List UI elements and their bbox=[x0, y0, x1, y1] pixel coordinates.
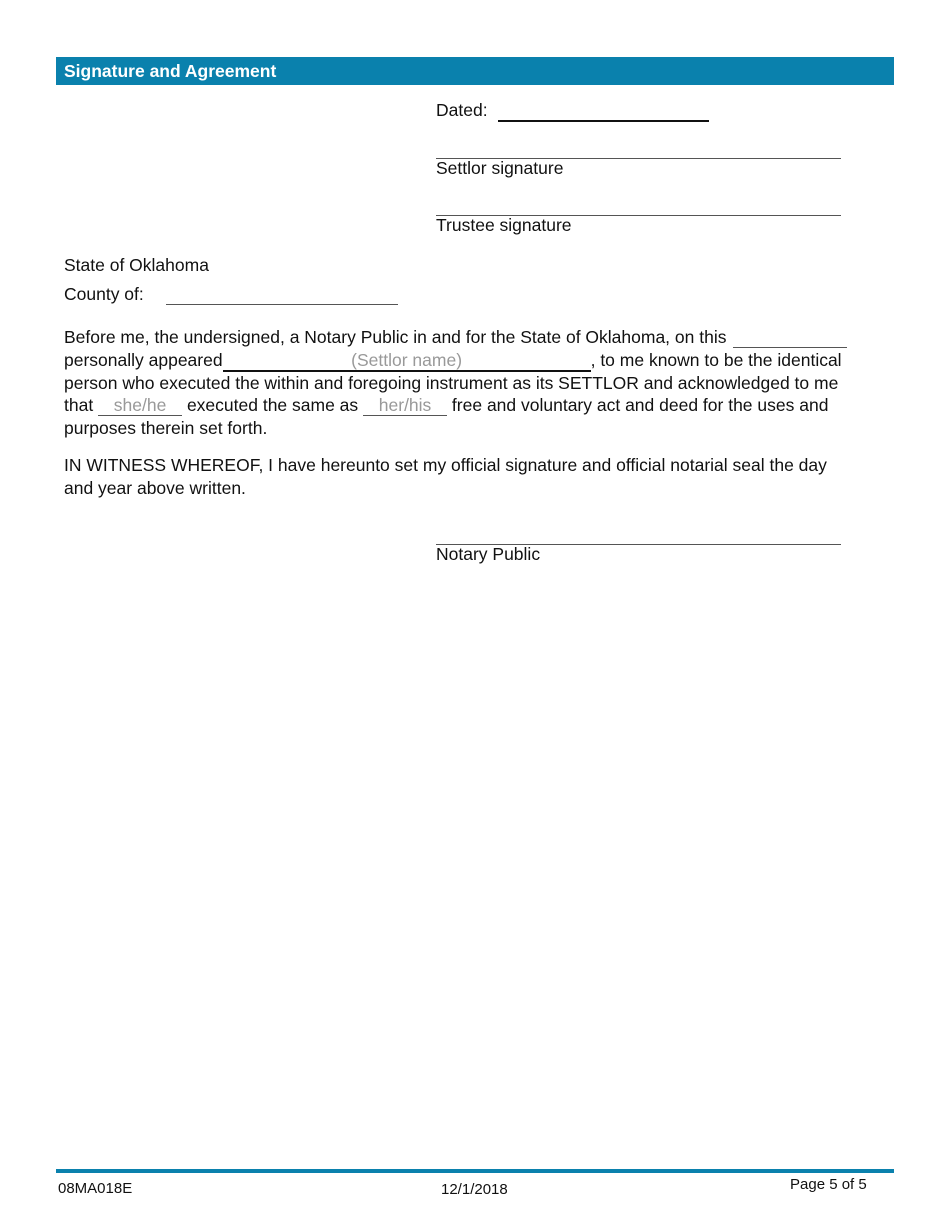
witness-line-2: and year above written. bbox=[64, 477, 246, 498]
ack-line-4 bbox=[64, 394, 894, 417]
footer-date: 12/1/2018 bbox=[441, 1181, 508, 1198]
section-header bbox=[56, 57, 894, 85]
witness-paragraph bbox=[64, 454, 894, 499]
pronoun-field[interactable]: she/he bbox=[98, 396, 182, 416]
settlor-signature-label: Settlor signature bbox=[436, 158, 564, 178]
witness-line-1: IN WITNESS WHEREOF, I have hereunto set my official signature and official notarial seal the day bbox=[64, 455, 827, 475]
notary-label: Notary Public bbox=[436, 544, 541, 564]
section-title: Signature and Agreement bbox=[64, 61, 277, 81]
state-line: State of Oklahoma bbox=[64, 255, 209, 275]
ack-text-2a: personally appeared bbox=[64, 349, 223, 370]
ack-line-1 bbox=[64, 326, 894, 349]
ack-line-2 bbox=[64, 349, 894, 372]
acknowledgment-paragraph bbox=[64, 326, 894, 439]
ack-text-4a: that bbox=[64, 395, 94, 415]
ack-line-5: purposes therein set forth. bbox=[64, 417, 268, 438]
possessive-field[interactable]: her/his bbox=[363, 396, 447, 416]
ack-text-4c: free and voluntary act and deed for the uses and bbox=[451, 395, 829, 415]
county-field[interactable] bbox=[166, 304, 398, 305]
ack-line-3: person who executed the within and foregoing instrument as its SETTLOR and acknowledged to me bbox=[64, 372, 839, 393]
footer-bar bbox=[56, 1169, 894, 1173]
ack-text-1: Before me, the undersigned, a Notary Public in and for the State of Oklahoma, on this bbox=[64, 327, 727, 347]
dated-label: Dated: bbox=[436, 100, 488, 120]
settlor-name-field[interactable]: (Settlor name) bbox=[223, 351, 591, 372]
day-field[interactable] bbox=[733, 328, 847, 348]
footer-form-code: 08MA018E bbox=[58, 1180, 133, 1197]
footer-page-number: Page 5 of 5 bbox=[790, 1176, 867, 1193]
ack-text-2b: , to me known to be the identical bbox=[590, 349, 842, 370]
ack-text-4b: executed the same as bbox=[186, 395, 359, 415]
trustee-signature-label: Trustee signature bbox=[436, 215, 572, 235]
county-label: County of: bbox=[64, 284, 144, 304]
dated-field[interactable] bbox=[498, 120, 709, 122]
